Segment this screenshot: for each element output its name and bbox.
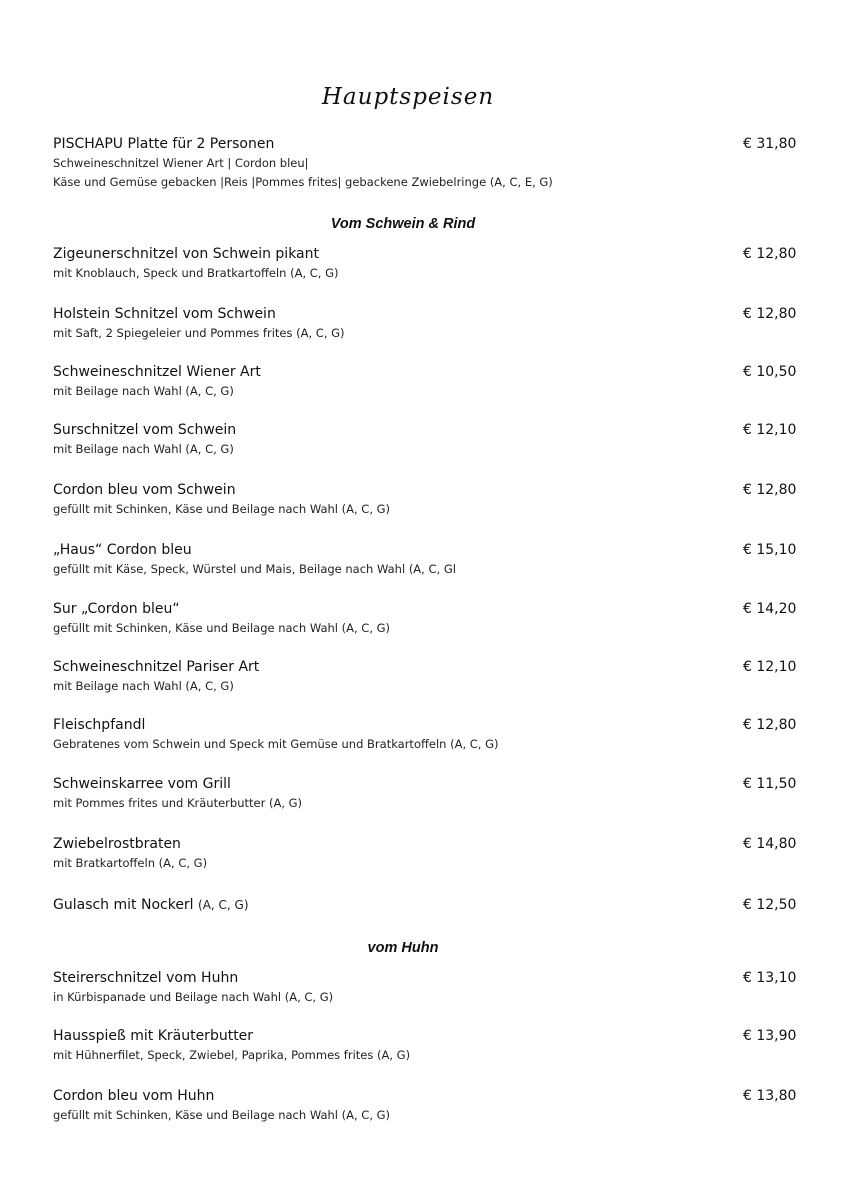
menu-item-description: gefüllt mit Schinken, Käse und Beilage nach Wahl (A, C, G) xyxy=(53,621,391,635)
menu-item-price: € 12,80 xyxy=(743,306,797,322)
menu-item-gulasch xyxy=(53,896,797,915)
menu-item-price: € 14,80 xyxy=(743,836,797,852)
menu-item-description: mit Hühnerfilet, Speck, Zwiebel, Paprika, Pommes frites (A, G) xyxy=(53,1048,411,1062)
menu-item-price: € 12,50 xyxy=(743,897,797,913)
menu-item-description: mit Bratkartoffeln (A, C, G) xyxy=(53,856,208,870)
menu-item xyxy=(53,363,797,401)
allergen-codes: (A, C, G) xyxy=(198,898,249,912)
menu-item-name: Zigeunerschnitzel von Schwein pikant xyxy=(53,246,319,262)
menu-item xyxy=(53,716,797,754)
menu-item-description: mit Knoblauch, Speck und Bratkartoffeln (A, C, G) xyxy=(53,266,339,280)
menu-item-price: € 13,10 xyxy=(743,970,797,986)
menu-item-price: € 12,80 xyxy=(743,246,797,262)
menu-item-price: € 12,10 xyxy=(743,659,797,675)
menu-item-price: € 12,10 xyxy=(743,422,797,438)
menu-item-description: mit Beilage nach Wahl (A, C, G) xyxy=(53,442,234,456)
page-title: Hauptspeisen xyxy=(321,84,495,110)
menu-item-description: Gebratenes vom Schwein und Speck mit Gemüse und Bratkartoffeln (A, C, G) xyxy=(53,737,499,751)
menu-item-description: Schweineschnitzel Wiener Art | Cordon bleu| xyxy=(53,156,309,170)
menu-item-price: € 13,80 xyxy=(743,1088,797,1104)
menu-item-name xyxy=(53,896,753,915)
menu-item-name: Steirerschnitzel vom Huhn xyxy=(53,970,239,986)
menu-item-price: € 12,80 xyxy=(743,482,797,498)
menu-item-name: PISCHAPU Platte für 2 Personen xyxy=(53,136,275,152)
menu-item-name: „Haus“ Cordon bleu xyxy=(53,542,192,558)
menu-item-platter xyxy=(53,135,797,192)
menu-item xyxy=(53,658,797,696)
menu-item-price: € 13,90 xyxy=(743,1028,797,1044)
menu-item xyxy=(53,600,797,638)
menu-item-description: mit Beilage nach Wahl (A, C, G) xyxy=(53,679,234,693)
menu-item-description: gefüllt mit Schinken, Käse und Beilage nach Wahl (A, C, G) xyxy=(53,502,391,516)
menu-item-name-text: Gulasch mit Nockerl xyxy=(53,897,194,913)
menu-item xyxy=(53,245,797,283)
menu-item xyxy=(53,1027,797,1065)
menu-item-price: € 14,20 xyxy=(743,601,797,617)
menu-item xyxy=(53,481,797,519)
menu-item-name: Cordon bleu vom Schwein xyxy=(53,482,236,498)
menu-item xyxy=(53,775,797,813)
menu-item-price: € 15,10 xyxy=(743,542,797,558)
menu-item-name: Sur „Cordon bleu“ xyxy=(53,601,180,617)
section-heading-pork-beef: Vom Schwein & Rind xyxy=(330,216,476,232)
menu-item-description: mit Saft, 2 Spiegeleier und Pommes frites (A, C, G) xyxy=(53,326,345,340)
menu-item-price: € 11,50 xyxy=(743,776,797,792)
menu-item xyxy=(53,541,797,579)
menu-item-name: Surschnitzel vom Schwein xyxy=(53,422,237,438)
menu-item-description: mit Beilage nach Wahl (A, C, G) xyxy=(53,384,234,398)
menu-item-description: Käse und Gemüse gebacken |Reis |Pommes frites| gebackene Zwiebelringe (A, C, E, G) xyxy=(53,175,553,189)
menu-item-name: Schweinskarree vom Grill xyxy=(53,776,231,792)
menu-item-description: mit Pommes frites und Kräuterbutter (A, G) xyxy=(53,796,303,810)
menu-item-description: gefüllt mit Schinken, Käse und Beilage nach Wahl (A, C, G) xyxy=(53,1108,391,1122)
menu-item xyxy=(53,421,797,459)
menu-item xyxy=(53,835,797,873)
menu-item-name: Cordon bleu vom Huhn xyxy=(53,1088,215,1104)
menu-item-price: € 12,80 xyxy=(743,717,797,733)
menu-item-name: Holstein Schnitzel vom Schwein xyxy=(53,306,276,322)
menu-item-name: Zwiebelrostbraten xyxy=(53,836,181,852)
menu-item xyxy=(53,1087,797,1125)
menu-item xyxy=(53,305,797,343)
menu-item-name: Schweineschnitzel Pariser Art xyxy=(53,659,260,675)
menu-item xyxy=(53,969,797,1007)
menu-item-name: Hausspieß mit Kräuterbutter xyxy=(53,1028,254,1044)
menu-item-price: € 10,50 xyxy=(743,364,797,380)
menu-item-price: € 31,80 xyxy=(743,136,797,152)
section-heading-chicken: vom Huhn xyxy=(367,940,439,956)
menu-item-name: Schweineschnitzel Wiener Art xyxy=(53,364,261,380)
menu-item-description: gefüllt mit Käse, Speck, Würstel und Mais, Beilage nach Wahl (A, C, Gl xyxy=(53,562,456,576)
menu-item-description: in Kürbispanade und Beilage nach Wahl (A, C, G) xyxy=(53,990,334,1004)
menu-item-name: Fleischpfandl xyxy=(53,717,146,733)
